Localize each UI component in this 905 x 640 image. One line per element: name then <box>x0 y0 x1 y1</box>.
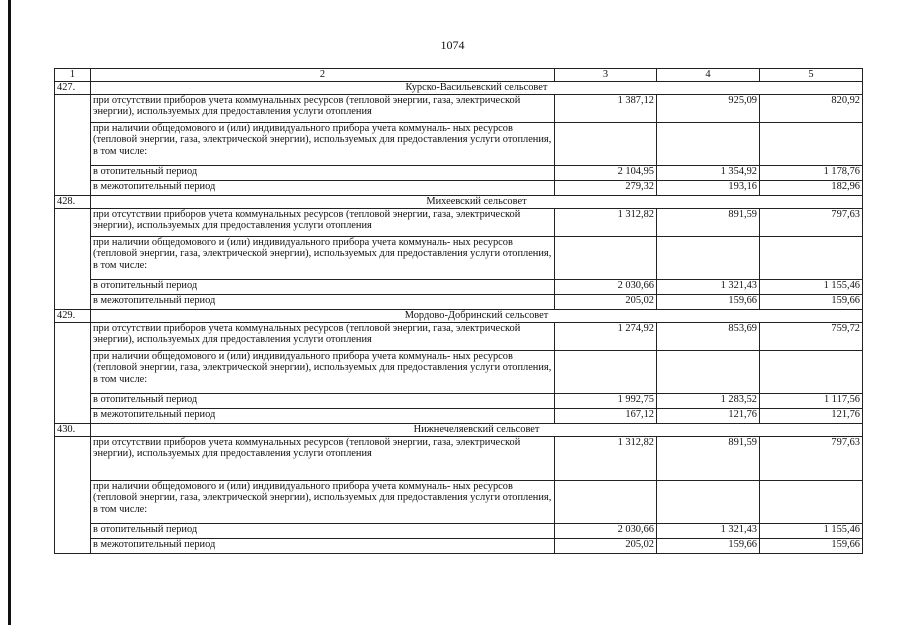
value-col-3: 1 312,82 <box>555 437 657 481</box>
number-spacer <box>55 323 91 424</box>
header-cell: 3 <box>555 69 657 82</box>
section-number: 430. <box>55 424 91 437</box>
row-description: в отопительный период <box>91 524 555 539</box>
table-row <box>55 237 863 280</box>
table-row <box>55 95 863 123</box>
table-row <box>55 409 863 424</box>
value-col-5: 182,96 <box>760 181 863 196</box>
value-col-5: 1 117,56 <box>760 394 863 409</box>
value-col-4: 159,66 <box>657 295 760 310</box>
value-col-5: 121,76 <box>760 409 863 424</box>
section-title: Нижнечеляевский сельсовет <box>91 424 863 437</box>
value-col-4: 925,09 <box>657 95 760 123</box>
value-col-5 <box>760 237 863 280</box>
value-col-3: 205,02 <box>555 295 657 310</box>
row-description: в отопительный период <box>91 280 555 295</box>
row-description: при отсутствии приборов учета коммунальных ресурсов (тепловой энергии, газа, электрической энергии), используемых для предоставления услуги отопления <box>91 95 555 123</box>
row-description: при отсутствии приборов учета коммунальных ресурсов (тепловой энергии, газа, электрической энергии), используемых для предоставления услуги отопления <box>91 323 555 351</box>
row-description: при наличии общедомового и (или) индивидуального прибора учета коммуналь- ных ресурсов (тепловой энергии, газа, электрической энергии), используемых для предоставления услуги отопления, в том числе: <box>91 351 555 394</box>
value-col-5: 759,72 <box>760 323 863 351</box>
value-col-5: 1 155,46 <box>760 524 863 539</box>
value-col-3 <box>555 123 657 166</box>
value-col-4 <box>657 481 760 524</box>
value-col-4: 891,59 <box>657 437 760 481</box>
number-spacer <box>55 209 91 310</box>
value-col-4 <box>657 351 760 394</box>
section-row <box>55 424 863 437</box>
value-col-3: 279,32 <box>555 181 657 196</box>
header-cell: 4 <box>657 69 760 82</box>
value-col-4: 159,66 <box>657 539 760 554</box>
value-col-3: 1 274,92 <box>555 323 657 351</box>
value-col-3: 205,02 <box>555 539 657 554</box>
header-cell: 1 <box>55 69 91 82</box>
margin-rule <box>8 0 11 625</box>
table-row <box>55 166 863 181</box>
row-description: в отопительный период <box>91 166 555 181</box>
header-cell: 5 <box>760 69 863 82</box>
value-col-5 <box>760 123 863 166</box>
section-number: 428. <box>55 196 91 209</box>
value-col-3: 2 104,95 <box>555 166 657 181</box>
section-row <box>55 82 863 95</box>
value-col-4: 1 354,92 <box>657 166 760 181</box>
value-col-4: 1 283,52 <box>657 394 760 409</box>
table-row <box>55 209 863 237</box>
table-row <box>55 481 863 524</box>
row-description: в межотопительный период <box>91 539 555 554</box>
value-col-5: 159,66 <box>760 295 863 310</box>
table-row <box>55 323 863 351</box>
row-description: при наличии общедомового и (или) индивидуального прибора учета коммуналь- ных ресурсов (тепловой энергии, газа, электрической энергии), используемых для предоставления услуги отопления, в том числе: <box>91 481 555 524</box>
value-col-5: 797,63 <box>760 209 863 237</box>
table-row <box>55 437 863 481</box>
value-col-5: 797,63 <box>760 437 863 481</box>
value-col-4 <box>657 237 760 280</box>
table-row <box>55 295 863 310</box>
table-row <box>55 539 863 554</box>
value-col-5 <box>760 351 863 394</box>
value-col-4: 193,16 <box>657 181 760 196</box>
section-title: Мордово-Добринский сельсовет <box>91 310 863 323</box>
value-col-3: 2 030,66 <box>555 524 657 539</box>
table-row <box>55 181 863 196</box>
value-col-4 <box>657 123 760 166</box>
section-title: Михеевский сельсовет <box>91 196 863 209</box>
row-description: в отопительный период <box>91 394 555 409</box>
table-header-row <box>55 69 863 82</box>
value-col-4: 891,59 <box>657 209 760 237</box>
section-title: Курско-Васильевский сельсовет <box>91 82 863 95</box>
value-col-4: 853,69 <box>657 323 760 351</box>
row-description: в межотопительный период <box>91 181 555 196</box>
row-description: в межотопительный период <box>91 409 555 424</box>
section-number: 429. <box>55 310 91 323</box>
row-description: при наличии общедомового и (или) индивидуального прибора учета коммуналь- ных ресурсов (тепловой энергии, газа, электрической энергии), используемых для предоставления услуги отопления, в том числе: <box>91 123 555 166</box>
value-col-3: 2 030,66 <box>555 280 657 295</box>
number-spacer <box>55 95 91 196</box>
value-col-3 <box>555 481 657 524</box>
value-col-5: 1 178,76 <box>760 166 863 181</box>
value-col-3: 1 387,12 <box>555 95 657 123</box>
row-description: при отсутствии приборов учета коммунальных ресурсов (тепловой энергии, газа, электрической энергии), используемых для предоставления услуги отопления <box>91 437 555 481</box>
page-number: 1074 <box>440 38 465 52</box>
value-col-5: 820,92 <box>760 95 863 123</box>
value-col-3 <box>555 351 657 394</box>
value-col-5: 159,66 <box>760 539 863 554</box>
table-row <box>55 280 863 295</box>
row-description: в межотопительный период <box>91 295 555 310</box>
value-col-3: 1 992,75 <box>555 394 657 409</box>
row-description: при отсутствии приборов учета коммунальных ресурсов (тепловой энергии, газа, электрической энергии), используемых для предоставления услуги отопления <box>91 209 555 237</box>
value-col-4: 1 321,43 <box>657 280 760 295</box>
table-row <box>55 123 863 166</box>
value-col-5 <box>760 481 863 524</box>
value-col-3: 1 312,82 <box>555 209 657 237</box>
section-number: 427. <box>55 82 91 95</box>
value-col-5: 1 155,46 <box>760 280 863 295</box>
value-col-3 <box>555 237 657 280</box>
table-row <box>55 351 863 394</box>
value-col-3: 167,12 <box>555 409 657 424</box>
row-description: при наличии общедомового и (или) индивидуального прибора учета коммуналь- ных ресурсов (тепловой энергии, газа, электрической энергии), используемых для предоставления услуги отопления, в том числе: <box>91 237 555 280</box>
value-col-4: 121,76 <box>657 409 760 424</box>
number-spacer <box>55 437 91 554</box>
tariff-table <box>54 68 863 554</box>
value-col-4: 1 321,43 <box>657 524 760 539</box>
table-row <box>55 394 863 409</box>
section-row <box>55 196 863 209</box>
table-row <box>55 524 863 539</box>
section-row <box>55 310 863 323</box>
header-cell: 2 <box>91 69 555 82</box>
